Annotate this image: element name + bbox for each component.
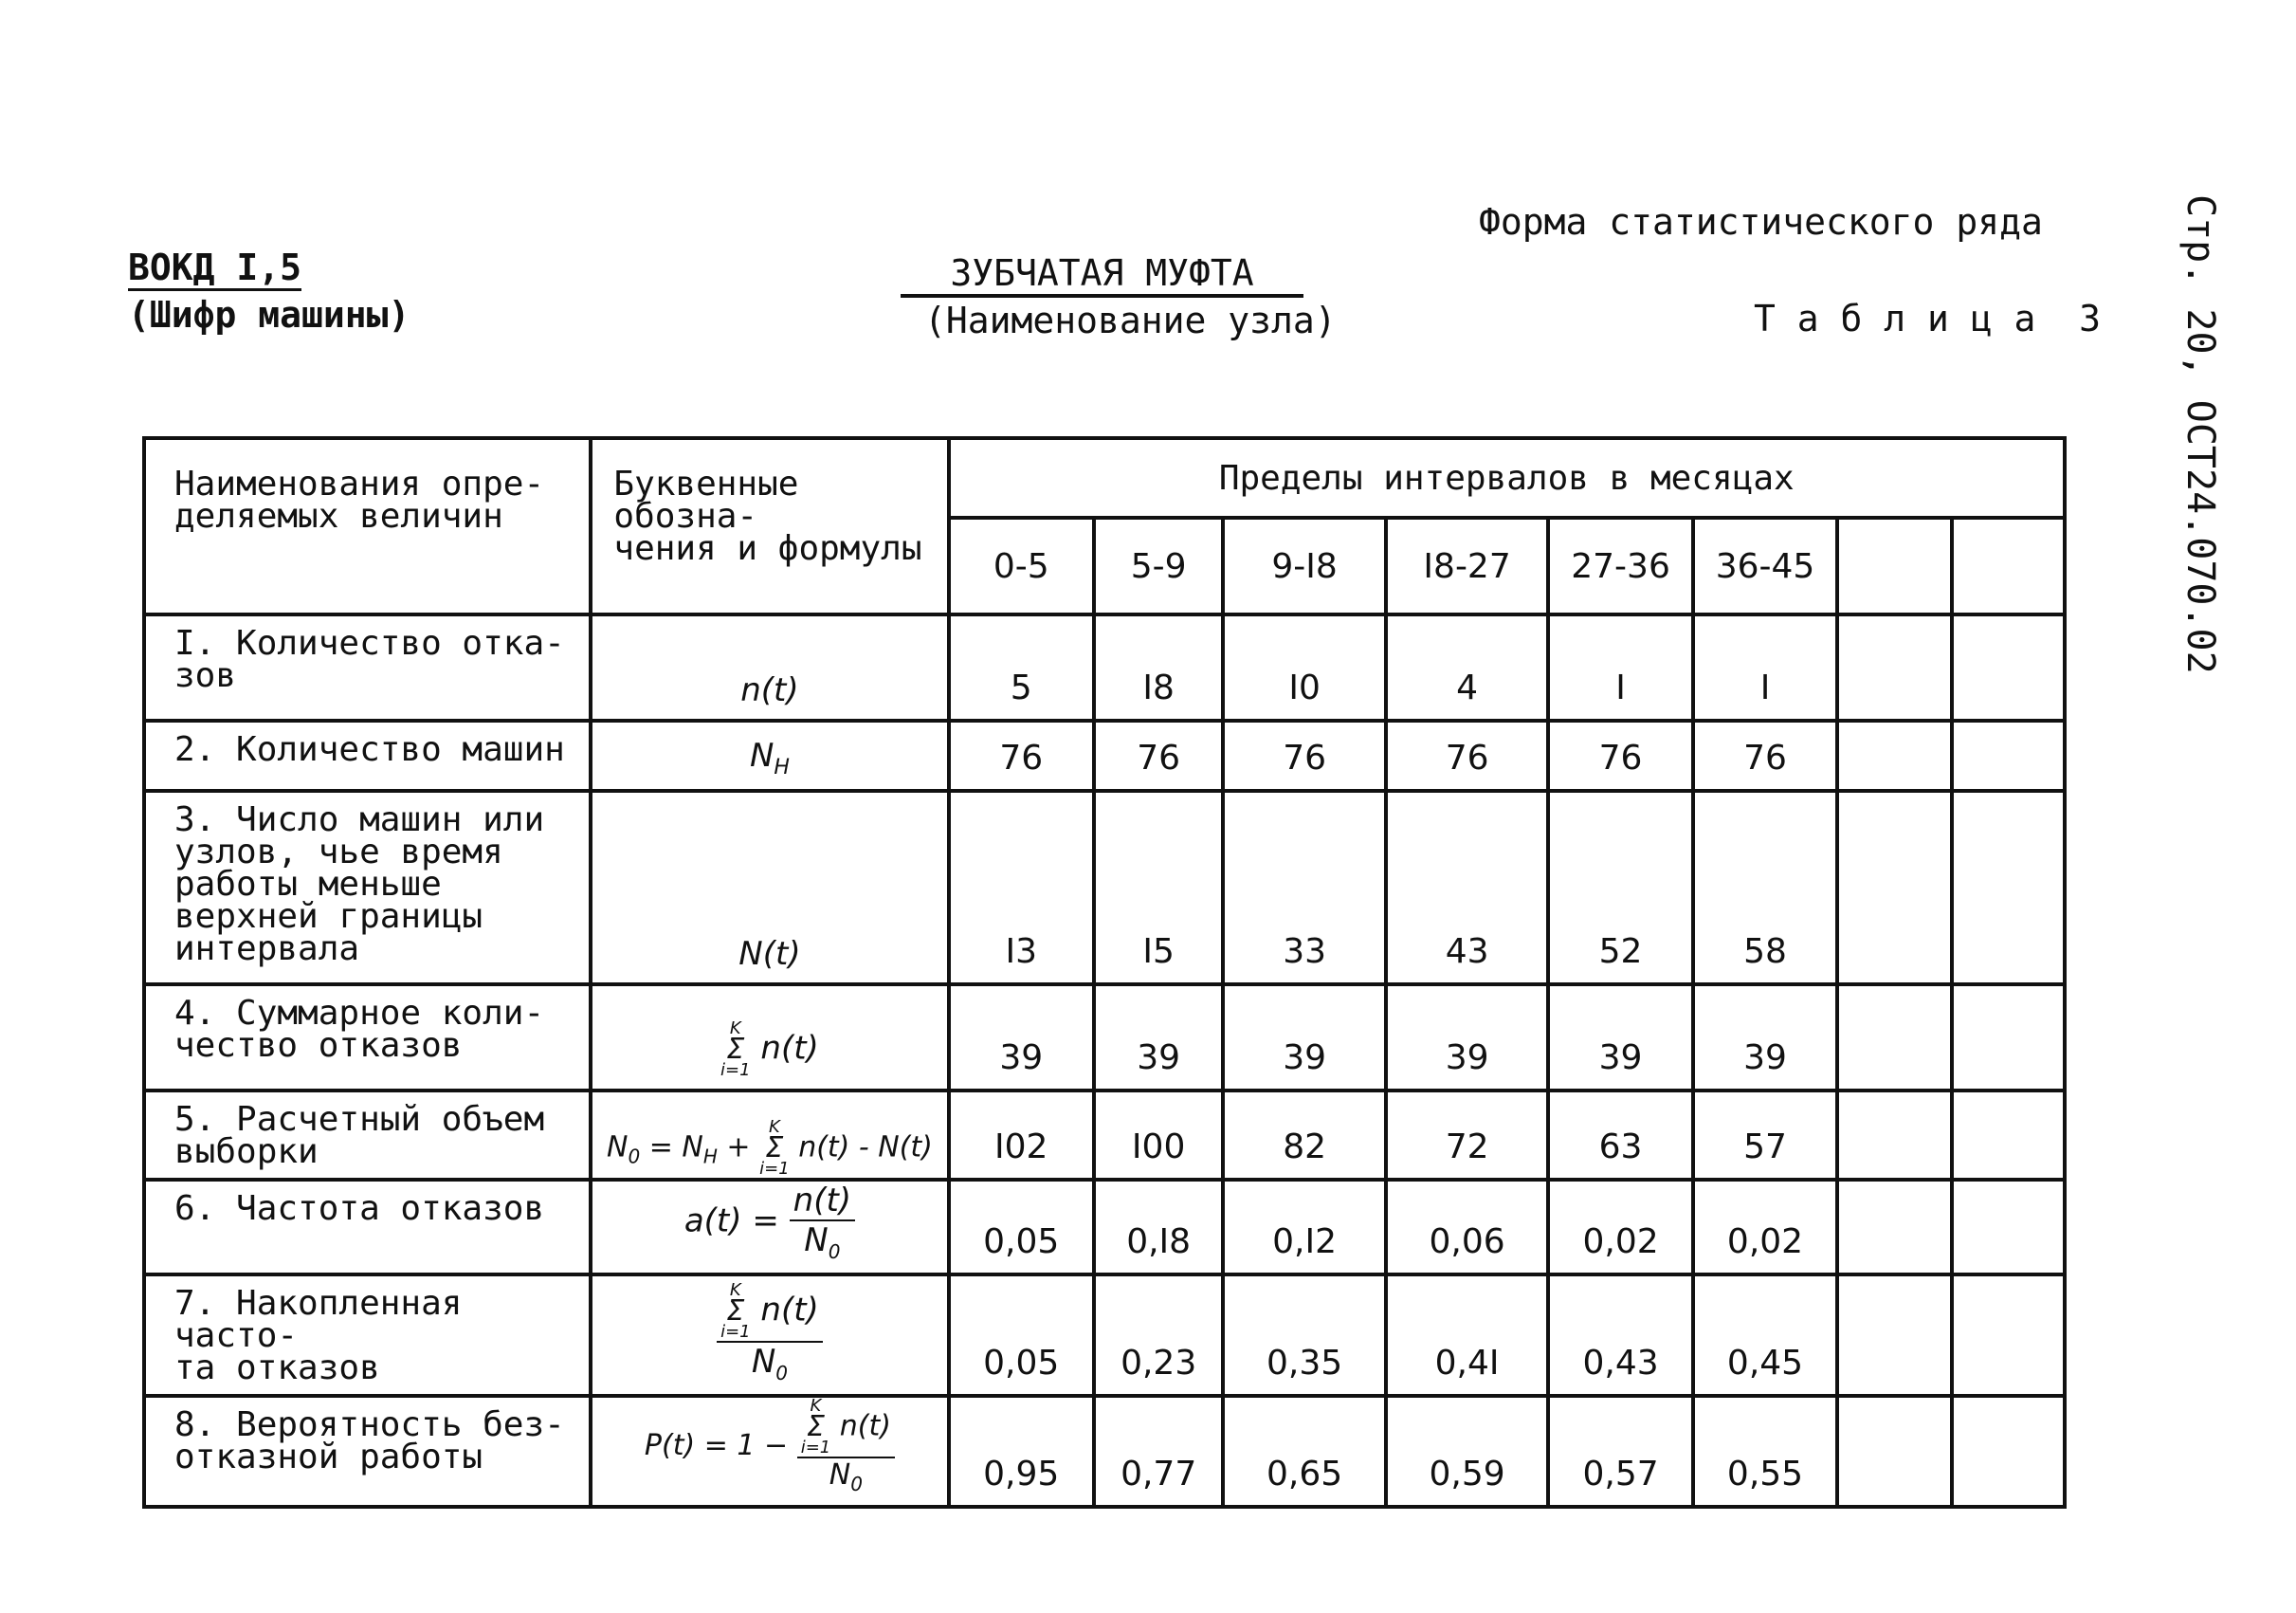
sum-symbol: K Σ i=1 [759, 1117, 790, 1179]
intervals-header: Пределы интервалов в месяцах [949, 438, 2066, 518]
row-name: 4. Суммарное коли- чество отказов [144, 984, 591, 1091]
value-cell: 39 [1386, 984, 1549, 1091]
empty-cell [1952, 1274, 2065, 1396]
value-cell: 72 [1386, 1091, 1549, 1180]
empty-cell [1837, 614, 1951, 721]
empty-cell [1952, 518, 2065, 614]
value-cell: 0,95 [949, 1396, 1094, 1507]
sum-symbol: K Σ i=1 [720, 1280, 751, 1342]
value-cell: I8 [1094, 614, 1223, 721]
value-cell: 39 [949, 984, 1094, 1091]
empty-cell [1837, 721, 1951, 791]
empty-cell [1952, 984, 2065, 1091]
row-name: 7. Накопленная часто- та отказов [144, 1274, 591, 1396]
row-formula [591, 791, 948, 984]
value-cell: 5 [949, 614, 1094, 721]
value-cell: 57 [1693, 1091, 1837, 1180]
value-cell: 33 [1223, 791, 1386, 984]
row-name: 6. Частота отказов [144, 1180, 591, 1274]
value-cell: 0,55 [1693, 1396, 1837, 1507]
value-cell: 0,57 [1548, 1396, 1692, 1507]
table-header-row [144, 438, 2065, 518]
row-name: I. Количество отка- зов [144, 614, 591, 721]
interval-cell: 9-I8 [1223, 518, 1386, 614]
value-cell: 58 [1693, 791, 1837, 984]
value-cell: 0,4I [1386, 1274, 1549, 1396]
interval-cell: 5-9 [1094, 518, 1223, 614]
empty-cell [1837, 791, 1951, 984]
value-cell: 0,23 [1094, 1274, 1223, 1396]
value-cell: 76 [1548, 721, 1692, 791]
value-cell: I02 [949, 1091, 1094, 1180]
row-name: 5. Расчетный объем выборки [144, 1091, 591, 1180]
table-row [144, 1274, 2065, 1396]
value-cell: I0 [1223, 614, 1386, 721]
value-cell: I00 [1094, 1091, 1223, 1180]
form-title: Форма статистического ряда [1479, 201, 2043, 243]
value-cell: 76 [1693, 721, 1837, 791]
empty-cell [1837, 1180, 1951, 1274]
value-cell: 0,I8 [1094, 1180, 1223, 1274]
table-label: Т а б л и ц а 3 [1754, 298, 2102, 339]
value-cell: 0,06 [1386, 1180, 1549, 1274]
empty-cell [1837, 984, 1951, 1091]
row-formula [591, 614, 948, 721]
row-formula: a(t) = $\frac{n(t)}{N_0}$ [591, 1180, 948, 1274]
machine-code-caption: (Шифр машины) [128, 294, 410, 336]
formula-text: N(t) [738, 935, 801, 973]
col-name-header: Наименования опре- деляемых величин [144, 438, 591, 614]
empty-cell [1952, 1396, 2065, 1507]
value-cell: 39 [1693, 984, 1837, 1091]
machine-code: ВОКД I,5 [128, 247, 301, 291]
table-row [144, 1091, 2065, 1180]
value-cell: 82 [1223, 1091, 1386, 1180]
interval-cell: I8-27 [1386, 518, 1549, 614]
empty-cell [1837, 518, 1951, 614]
value-cell: 0,05 [949, 1180, 1094, 1274]
value-cell: 0,77 [1094, 1396, 1223, 1507]
value-cell: 0,02 [1693, 1180, 1837, 1274]
value-cell: 76 [1386, 721, 1549, 791]
fraction: $\frac{n(t)}{N_0}$ [790, 1182, 855, 1263]
table-row [144, 1180, 2065, 1274]
value-cell: 0,43 [1548, 1274, 1692, 1396]
value-cell: 76 [1094, 721, 1223, 791]
value-cell: 0,05 [949, 1274, 1094, 1396]
value-cell: 39 [1094, 984, 1223, 1091]
value-cell: 0,I2 [1223, 1180, 1386, 1274]
value-cell: 76 [1223, 721, 1386, 791]
table-row [144, 721, 2065, 791]
sum-symbol: K Σ i=1 [800, 1395, 831, 1457]
table-row [144, 984, 2065, 1091]
empty-cell [1952, 1091, 2065, 1180]
fraction: K Σ i=1 n(t) $N_0$ [717, 1282, 823, 1384]
empty-cell [1837, 1396, 1951, 1507]
value-cell: 39 [1548, 984, 1692, 1091]
value-cell: 0,65 [1223, 1396, 1386, 1507]
row-name: 2. Количество машин [144, 721, 591, 791]
value-cell: I [1693, 614, 1837, 721]
row-formula [591, 1274, 948, 1396]
statistical-series-table [142, 436, 2067, 1509]
empty-cell [1837, 1091, 1951, 1180]
empty-cell [1952, 721, 2065, 791]
interval-cell: 36-45 [1693, 518, 1837, 614]
value-cell: 43 [1386, 791, 1549, 984]
formula-text: n(t) [740, 671, 799, 709]
row-formula: $N_0 = N_H$ + K Σ i=1 n(t) - N(t) [591, 1091, 948, 1180]
node-name-caption: (Наименование узла) [924, 300, 1337, 341]
value-cell: I3 [949, 791, 1094, 984]
empty-cell [1837, 1274, 1951, 1396]
value-cell: 39 [1223, 984, 1386, 1091]
row-name: 3. Число машин или узлов, чье время работы меньше верхней границы интервала [144, 791, 591, 984]
value-cell: 4 [1386, 614, 1549, 721]
sum-symbol: K Σ i=1 [720, 1018, 751, 1080]
value-cell: 0,59 [1386, 1396, 1549, 1507]
value-cell: I [1548, 614, 1692, 721]
node-name [901, 252, 1303, 298]
value-cell: 76 [949, 721, 1094, 791]
empty-cell [1952, 1180, 2065, 1274]
interval-cell: 27-36 [1548, 518, 1692, 614]
table-row [144, 614, 2065, 721]
node-name-text: ЗУБЧАТАЯ МУФТА [950, 252, 1254, 294]
table-row [144, 791, 2065, 984]
fraction: K Σ i=1 n(t) $N_0$ [797, 1398, 895, 1495]
value-cell: 52 [1548, 791, 1692, 984]
table-row [144, 1396, 2065, 1507]
empty-cell [1952, 614, 2065, 721]
interval-cell: 0-5 [949, 518, 1094, 614]
empty-cell [1952, 791, 2065, 984]
value-cell: 0,35 [1223, 1274, 1386, 1396]
value-cell: 0,45 [1693, 1274, 1837, 1396]
value-cell: 63 [1548, 1091, 1692, 1180]
row-formula: $N_H$ [591, 721, 948, 791]
col-formula-header: Буквенные обозна- чения и формулы [591, 438, 948, 614]
value-cell: I5 [1094, 791, 1223, 984]
value-cell: 0,02 [1548, 1180, 1692, 1274]
row-name: 8. Вероятность без- отказной работы [144, 1396, 591, 1507]
page-reference: Стр. 20, ОСТ24.070.02 [2178, 194, 2222, 674]
row-formula: K Σ i=1 n(t) [591, 984, 948, 1091]
row-formula: P(t) = 1 − K Σ i=1 n(t) $N_0$ [591, 1396, 948, 1507]
